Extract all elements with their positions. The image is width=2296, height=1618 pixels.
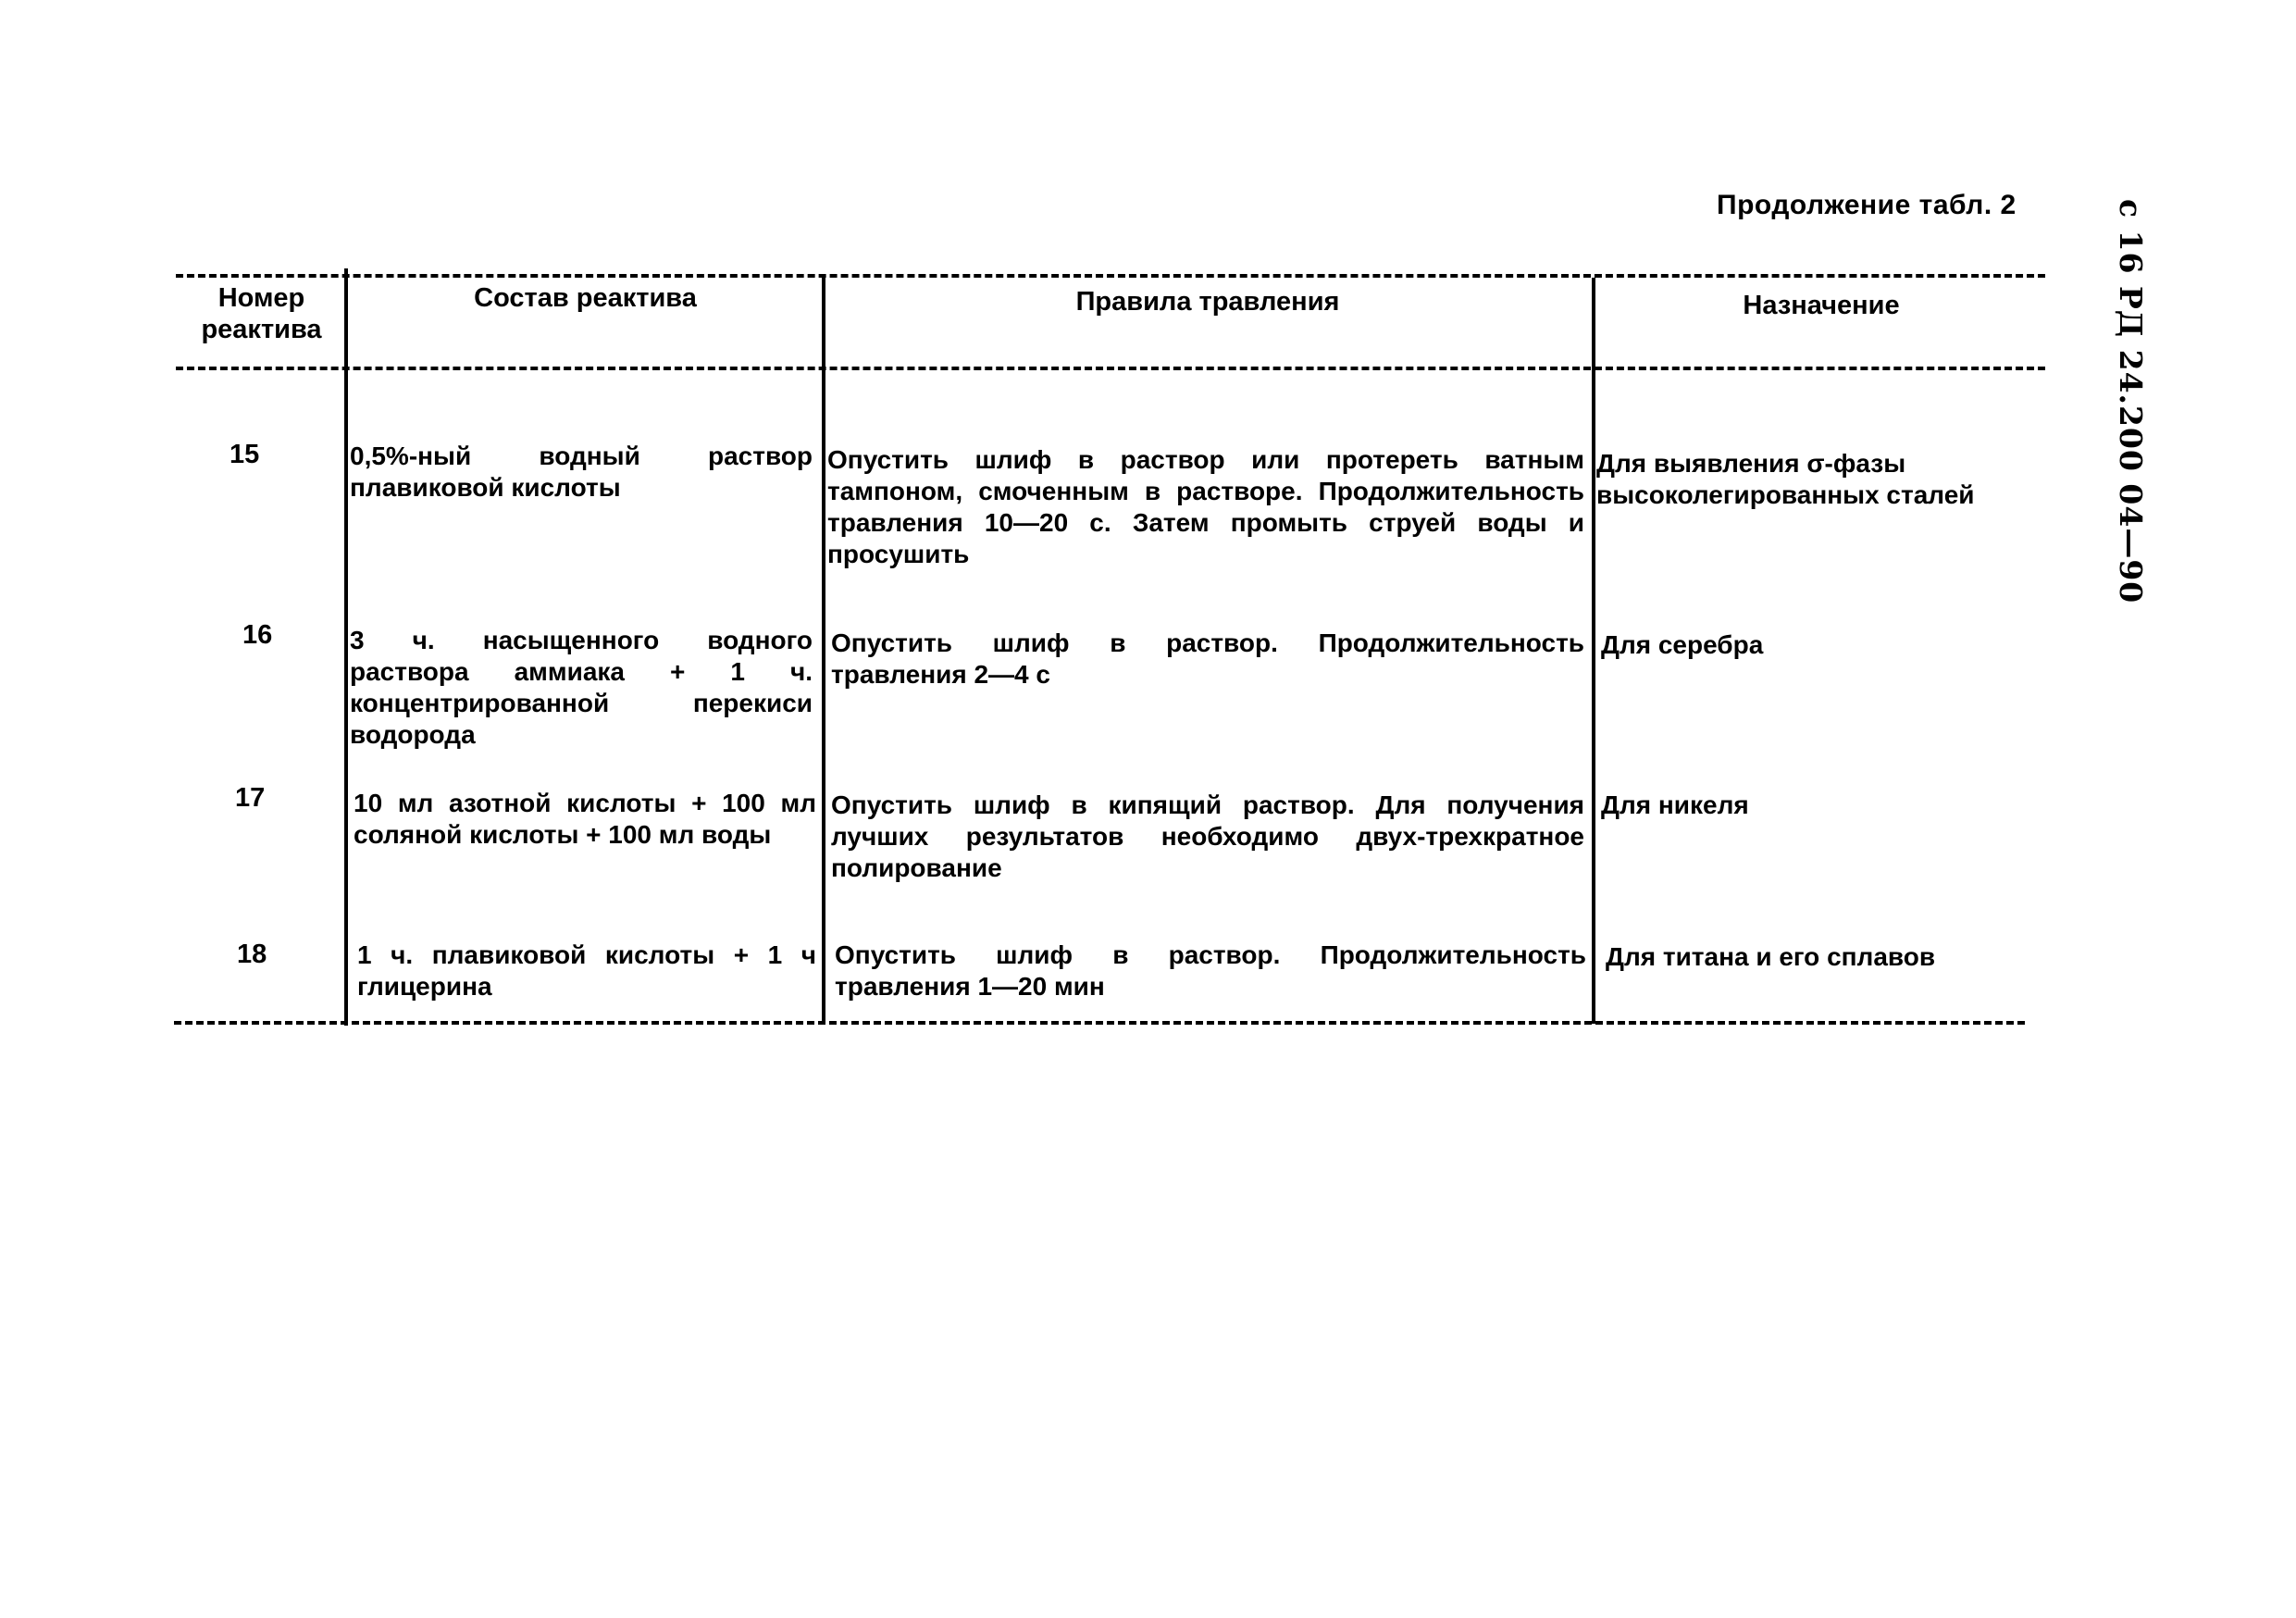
column-divider bbox=[1592, 278, 1595, 1024]
table-bottom-rule bbox=[174, 1021, 2025, 1025]
reagent-number: 16 bbox=[242, 620, 273, 650]
table-top-rule bbox=[176, 274, 2045, 278]
etching-rules: Опустить шлиф в раствор. Продолжительность травления 1—20 мин bbox=[835, 940, 1586, 1001]
table-caption: Продолжение табл. 2 bbox=[1717, 190, 2017, 220]
reagent-composition: 10 мл азотной кислоты + 100 мл соляной кислоты + 100 мл воды bbox=[354, 789, 816, 849]
reagent-number: 18 bbox=[237, 940, 267, 969]
reagent-purpose: Для титана и его сплавов bbox=[1606, 942, 1936, 971]
column-divider bbox=[822, 276, 825, 1024]
reagent-composition: 3 ч. насыщенного водного раствора аммиака + 1 ч. концентрированной перекиси водорода bbox=[350, 626, 813, 749]
header-number: Номер реактива bbox=[201, 283, 322, 344]
column-divider bbox=[344, 268, 348, 1026]
header-purpose: Назначение bbox=[1743, 291, 1900, 320]
etching-rules: Опустить шлиф в раствор или протереть ватным тампоном, смоченным в растворе. Продолжительность травления 10—20 с. Затем промыть струей воды и просушить bbox=[827, 445, 1584, 568]
reagent-purpose: Для серебра bbox=[1601, 630, 1764, 659]
document-code-label: с 16 РД 24.200 04—90 bbox=[2113, 199, 2149, 604]
etching-rules: Опустить шлиф в раствор. Продолжительность травления 2—4 с bbox=[831, 629, 1584, 689]
reagent-purpose: Для выявления σ-фазы высоколегированных сталей bbox=[1596, 449, 1975, 509]
header-rules: Правила травления bbox=[1075, 287, 1340, 317]
reagent-purpose: Для никеля bbox=[1601, 790, 1749, 819]
header-composition: Состав реактива bbox=[474, 283, 697, 313]
reagent-number: 15 bbox=[230, 440, 260, 469]
etching-rules: Опустить шлиф в кипящий раствор. Для получения лучших результатов необходимо двух-трехкратное полирование bbox=[831, 790, 1584, 882]
reagent-composition: 1 ч. плавиковой кислоты + 1 ч глицерина bbox=[357, 940, 816, 1001]
reagent-number: 17 bbox=[235, 783, 266, 813]
reagent-composition: 0,5%-ный водный раствор плавиковой кислоты bbox=[350, 442, 813, 502]
header-bottom-rule bbox=[176, 367, 2045, 370]
